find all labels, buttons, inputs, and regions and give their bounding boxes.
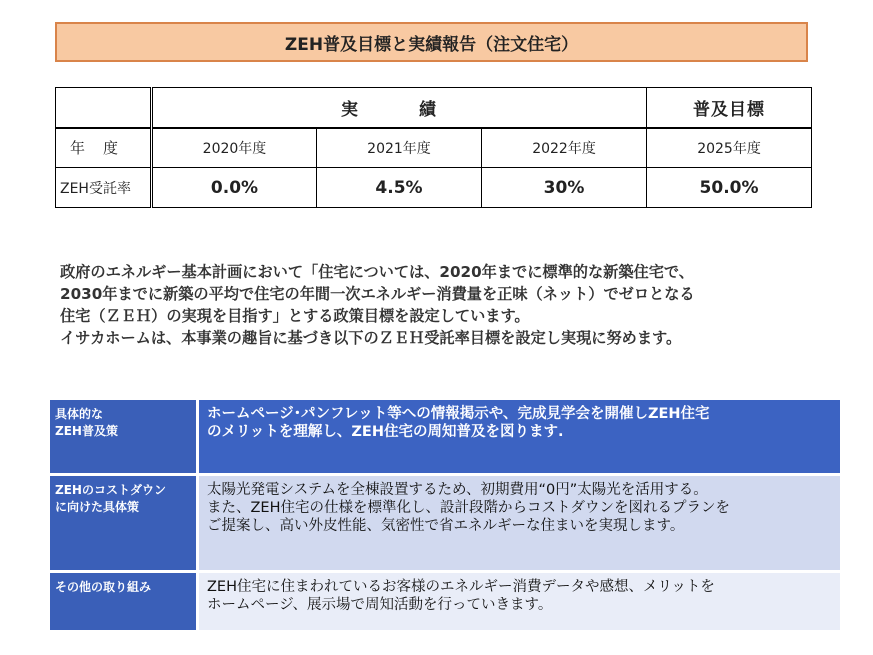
measure-label: ZEHのコストダウン に向けた具体策 bbox=[50, 476, 196, 570]
measure-text: 太陽光発電システムを全棟設置するため、初期費用“0円”太陽光を活用する。 また、ZEH住宅の仕様を標準化し、設計段階からコストダウンを図れるプランを ご提案し、高い外皮性能、気密性で省エネルギーな住まいを実現します。 bbox=[199, 476, 840, 570]
year-cell: 2022年度 bbox=[482, 128, 647, 168]
rate-value: 4.5% bbox=[317, 168, 482, 208]
measure-label: 具体的な ZEH普及策 bbox=[50, 400, 196, 473]
year-row bbox=[56, 128, 812, 168]
measure-label: その他の取り組み bbox=[50, 573, 196, 630]
rate-value: 0.0% bbox=[152, 168, 317, 208]
year-cell: 2020年度 bbox=[152, 128, 317, 168]
measure-row-promotion bbox=[50, 400, 840, 476]
measure-row-cost-down bbox=[50, 476, 840, 573]
measure-row-other bbox=[50, 573, 840, 633]
rate-label: ZEH受託率 bbox=[56, 168, 152, 208]
rate-value: 50.0% bbox=[647, 168, 812, 208]
measure-text: ホームページ･パンフレット等への情報掲示や、完成見学会を開催しZEH住宅 のメリットを理解し、ZEH住宅の周知普及を図ります. bbox=[199, 400, 840, 473]
page-title: ZEH普及目標と実績報告（注文住宅） bbox=[55, 22, 808, 62]
rate-value: 30% bbox=[482, 168, 647, 208]
header-empty-cell bbox=[56, 88, 152, 128]
year-cell: 2021年度 bbox=[317, 128, 482, 168]
rate-row bbox=[56, 168, 812, 208]
policy-paragraph: 政府のエネルギー基本計画において「住宅については、2020年までに標準的な新築住宅で、 2030年までに新築の平均で住宅の年間一次エネルギー消費量を正味（ネット）でゼロとなる 住宅（ＺＥＨ）の実現を目指す」とする政策目標を設定しています。 イサカホームは、本事業の趣旨に基づき以下のＺＥＨ受託率目標を設定し実現に努めます。 bbox=[60, 263, 695, 347]
measure-text: ZEH住宅に住まわれているお客様のエネルギー消費データや感想、メリットを ホームページ、展示場で周知活動を行っていきます。 bbox=[199, 573, 840, 630]
measures-table bbox=[50, 400, 840, 633]
header-results: 実 績 bbox=[152, 88, 647, 128]
results-table bbox=[55, 87, 812, 208]
header-goal: 普及目標 bbox=[647, 88, 812, 128]
year-label: 年度 bbox=[56, 128, 152, 168]
table-header-row bbox=[56, 88, 812, 128]
year-cell: 2025年度 bbox=[647, 128, 812, 168]
